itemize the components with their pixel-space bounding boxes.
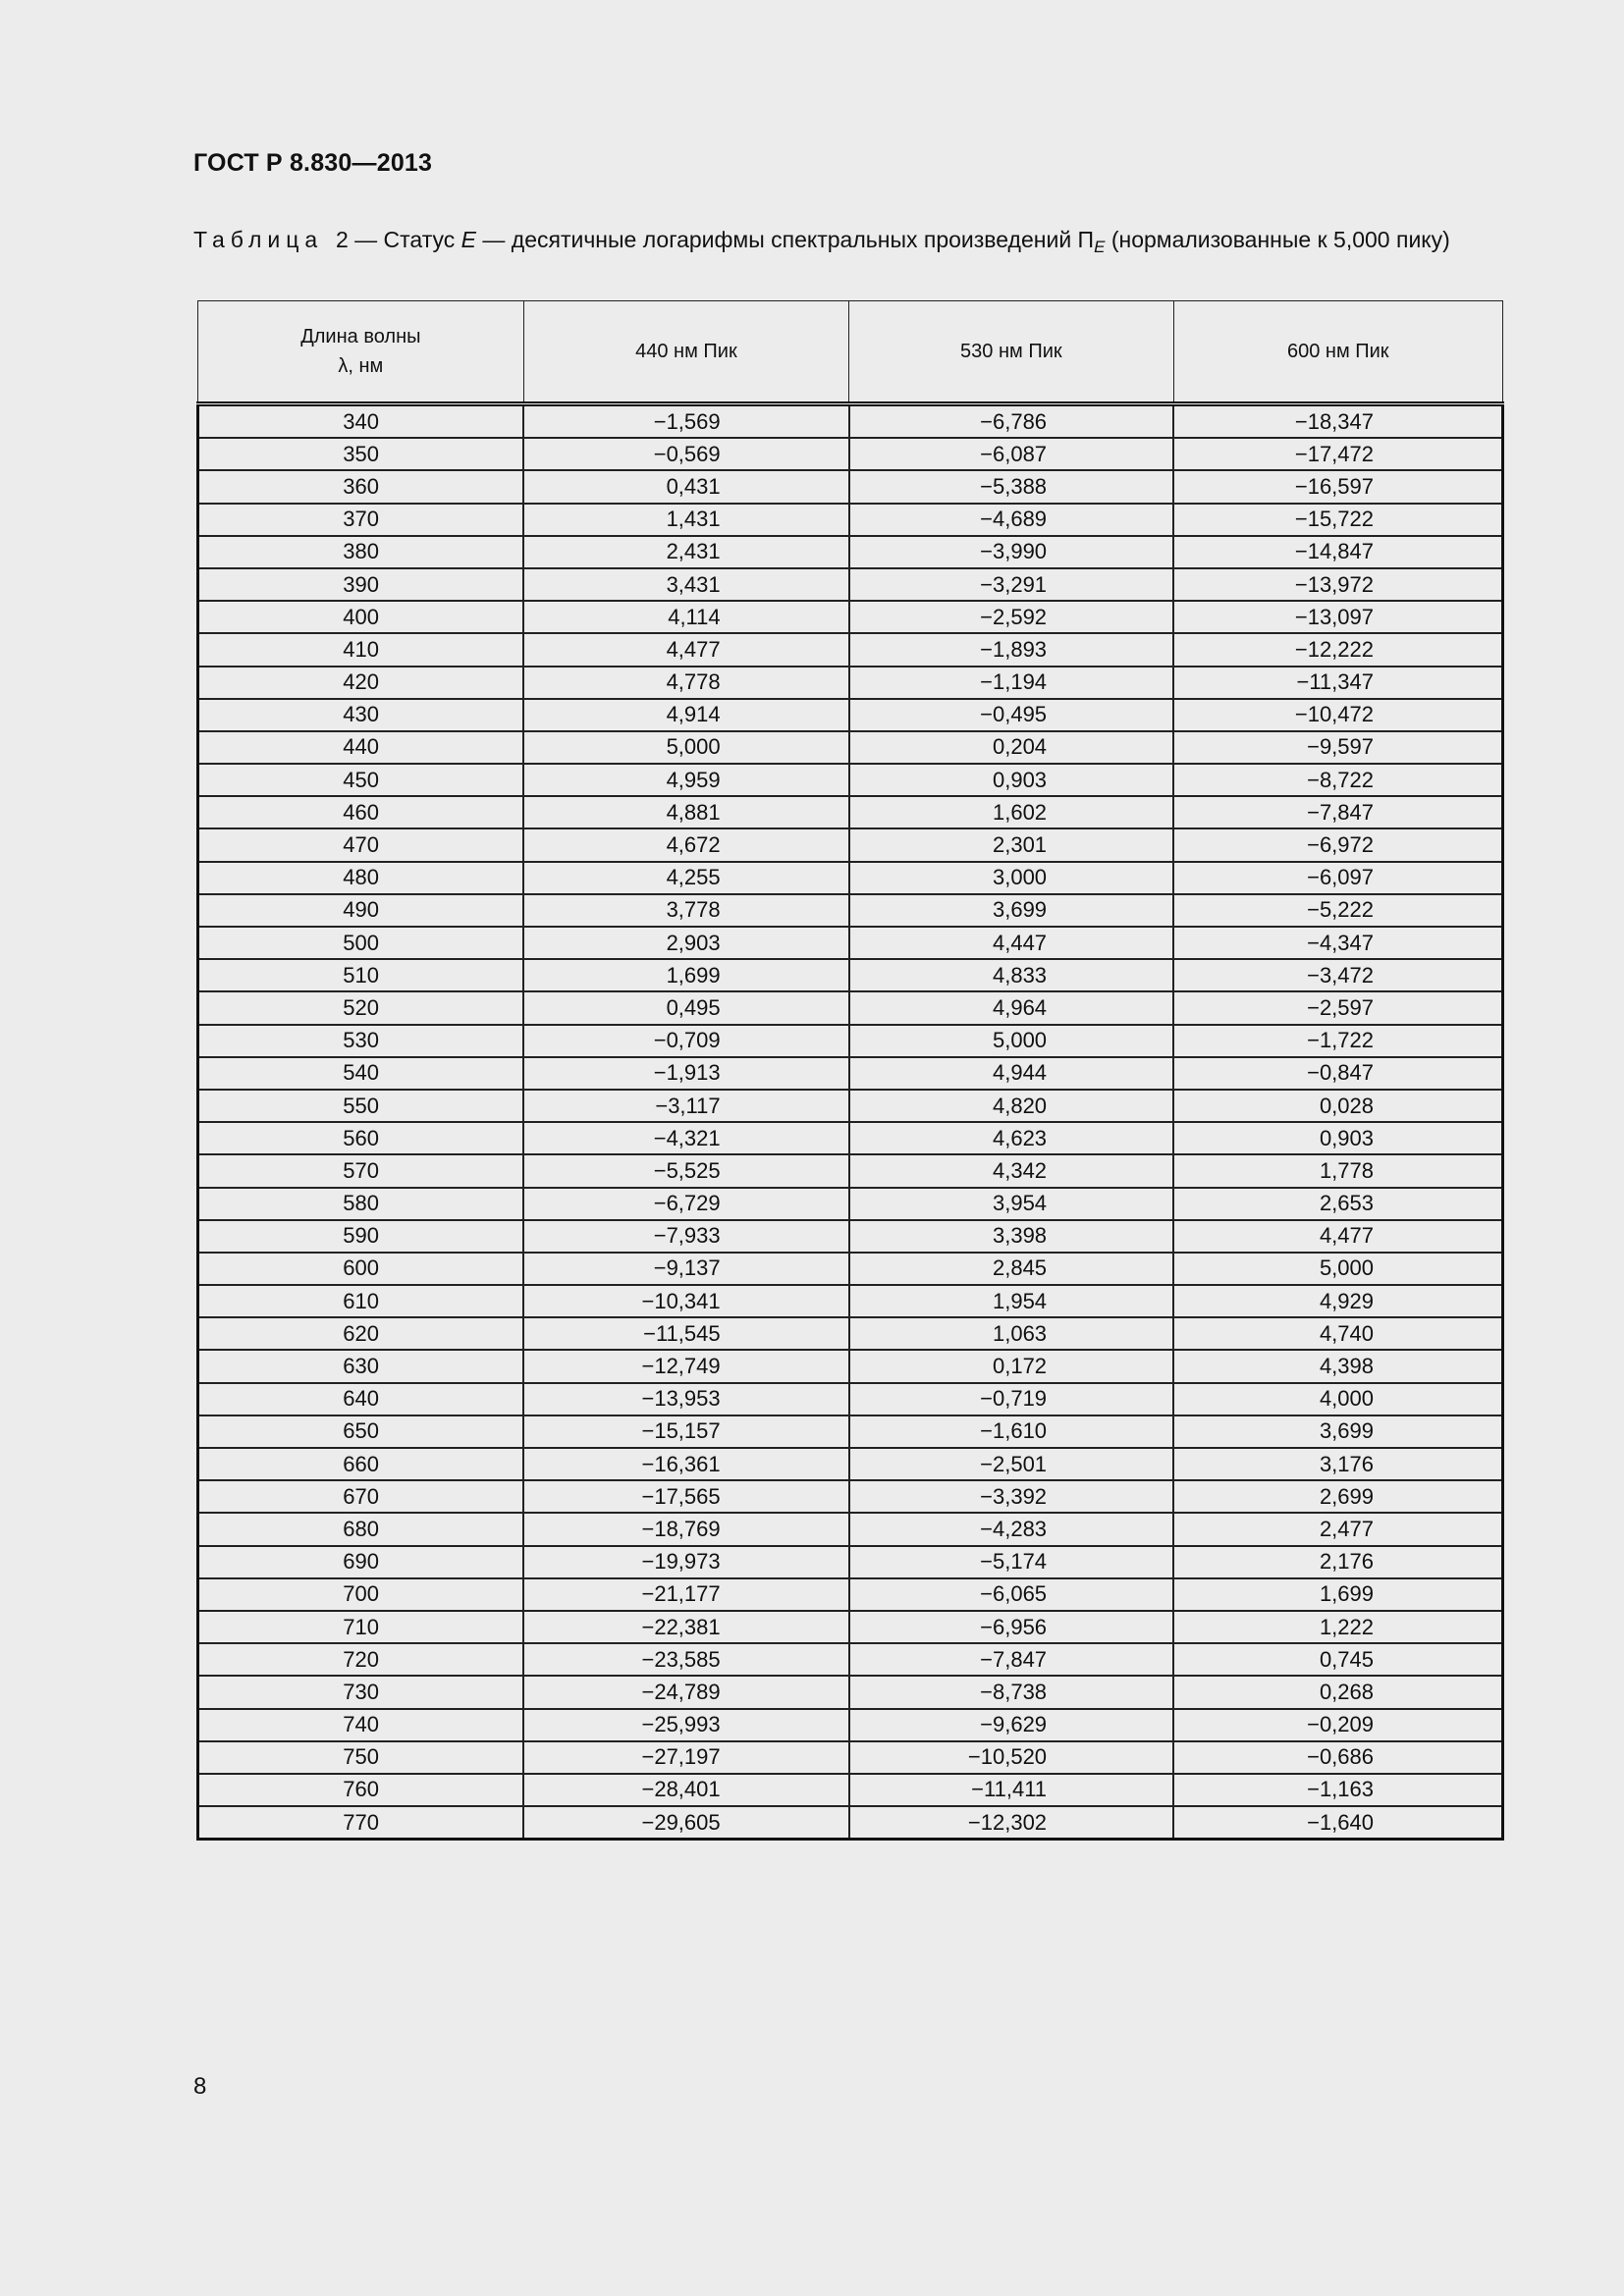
cell-530-peak: 4,964 [849, 991, 1173, 1024]
cell-wavelength: 650 [198, 1415, 524, 1448]
cell-530-peak: 2,845 [849, 1253, 1173, 1285]
cell-wavelength: 660 [198, 1448, 524, 1480]
header-440-peak: 440 нм Пик [523, 301, 848, 404]
cell-wavelength: 410 [198, 633, 524, 666]
cell-600-peak: −15,722 [1173, 504, 1502, 536]
cell-600-peak: −12,222 [1173, 633, 1502, 666]
table-row [198, 1057, 1503, 1090]
cell-440-peak: 4,255 [523, 862, 848, 894]
cell-wavelength: 700 [198, 1578, 524, 1611]
cell-530-peak: −7,847 [849, 1643, 1173, 1676]
cell-600-peak: 1,778 [1173, 1154, 1502, 1187]
cell-600-peak: −10,472 [1173, 699, 1502, 731]
cell-wavelength: 350 [198, 438, 524, 470]
cell-600-peak: 4,000 [1173, 1383, 1502, 1415]
header-600-peak: 600 нм Пик [1173, 301, 1502, 404]
cell-440-peak: 3,431 [523, 568, 848, 601]
cell-wavelength: 620 [198, 1317, 524, 1350]
cell-440-peak: 4,881 [523, 796, 848, 828]
table-row [198, 1676, 1503, 1708]
cell-wavelength: 500 [198, 927, 524, 959]
table-row [198, 764, 1503, 796]
cell-440-peak: 4,477 [523, 633, 848, 666]
cell-440-peak: −24,789 [523, 1676, 848, 1708]
cell-440-peak: −11,545 [523, 1317, 848, 1350]
cell-wavelength: 760 [198, 1774, 524, 1806]
cell-600-peak: −1,722 [1173, 1025, 1502, 1057]
cell-530-peak: 3,398 [849, 1220, 1173, 1253]
caption-number: 2 [335, 227, 349, 252]
cell-440-peak: −3,117 [523, 1090, 848, 1122]
table-row [198, 959, 1503, 991]
table-row [198, 1188, 1503, 1220]
cell-600-peak: 2,176 [1173, 1546, 1502, 1578]
table-row [198, 862, 1503, 894]
cell-530-peak: −3,392 [849, 1480, 1173, 1513]
cell-wavelength: 370 [198, 504, 524, 536]
cell-wavelength: 340 [198, 404, 524, 439]
cell-600-peak: −13,972 [1173, 568, 1502, 601]
cell-wavelength: 770 [198, 1806, 524, 1840]
table-row [198, 1709, 1503, 1741]
table-row [198, 1480, 1503, 1513]
cell-440-peak: 4,914 [523, 699, 848, 731]
cell-wavelength: 530 [198, 1025, 524, 1057]
cell-wavelength: 680 [198, 1513, 524, 1545]
cell-440-peak: 0,431 [523, 470, 848, 503]
cell-530-peak: −0,495 [849, 699, 1173, 731]
cell-wavelength: 750 [198, 1741, 524, 1774]
cell-440-peak: −15,157 [523, 1415, 848, 1448]
cell-530-peak: 4,447 [849, 927, 1173, 959]
table-row [198, 1317, 1503, 1350]
cell-600-peak: 4,477 [1173, 1220, 1502, 1253]
cell-wavelength: 570 [198, 1154, 524, 1187]
cell-wavelength: 400 [198, 601, 524, 633]
cell-wavelength: 670 [198, 1480, 524, 1513]
table-row [198, 1025, 1503, 1057]
cell-wavelength: 740 [198, 1709, 524, 1741]
cell-600-peak: −7,847 [1173, 796, 1502, 828]
cell-440-peak: 3,778 [523, 894, 848, 927]
table-body [198, 404, 1503, 1840]
table-row [198, 1122, 1503, 1154]
cell-wavelength: 600 [198, 1253, 524, 1285]
cell-wavelength: 520 [198, 991, 524, 1024]
cell-440-peak: −4,321 [523, 1122, 848, 1154]
table-row [198, 1741, 1503, 1774]
cell-wavelength: 440 [198, 731, 524, 764]
cell-530-peak: 3,699 [849, 894, 1173, 927]
page-number: 8 [193, 2073, 207, 2100]
cell-530-peak: −12,302 [849, 1806, 1173, 1840]
cell-wavelength: 550 [198, 1090, 524, 1122]
cell-440-peak: −29,605 [523, 1806, 848, 1840]
cell-wavelength: 420 [198, 667, 524, 699]
cell-440-peak: −12,749 [523, 1350, 848, 1382]
cell-530-peak: 1,602 [849, 796, 1173, 828]
table-row [198, 470, 1503, 503]
cell-440-peak: 4,114 [523, 601, 848, 633]
cell-440-peak: −19,973 [523, 1546, 848, 1578]
cell-440-peak: −16,361 [523, 1448, 848, 1480]
cell-wavelength: 590 [198, 1220, 524, 1253]
cell-600-peak: −11,347 [1173, 667, 1502, 699]
cell-530-peak: 5,000 [849, 1025, 1173, 1057]
cell-wavelength: 450 [198, 764, 524, 796]
cell-440-peak: 1,431 [523, 504, 848, 536]
cell-530-peak: −6,065 [849, 1578, 1173, 1611]
table-row [198, 536, 1503, 568]
cell-440-peak: −1,569 [523, 404, 848, 439]
cell-600-peak: −17,472 [1173, 438, 1502, 470]
cell-530-peak: −3,291 [849, 568, 1173, 601]
table-row [198, 927, 1503, 959]
cell-440-peak: −27,197 [523, 1741, 848, 1774]
cell-600-peak: −0,686 [1173, 1741, 1502, 1774]
document-id-header: ГОСТ Р 8.830—2013 [193, 149, 433, 177]
cell-530-peak: −4,689 [849, 504, 1173, 536]
cell-530-peak: −1,194 [849, 667, 1173, 699]
spectral-products-table [196, 300, 1504, 1841]
cell-440-peak: 2,903 [523, 927, 848, 959]
cell-600-peak: −8,722 [1173, 764, 1502, 796]
caption-subscript: E [1094, 238, 1106, 256]
cell-wavelength: 630 [198, 1350, 524, 1382]
cell-530-peak: −11,411 [849, 1774, 1173, 1806]
cell-440-peak: −10,341 [523, 1285, 848, 1317]
table-row [198, 991, 1503, 1024]
cell-440-peak: 4,778 [523, 667, 848, 699]
cell-600-peak: 0,028 [1173, 1090, 1502, 1122]
cell-530-peak: 4,342 [849, 1154, 1173, 1187]
caption-tail: (нормализованные к 5,000 пику) [1105, 227, 1450, 252]
cell-440-peak: 4,959 [523, 764, 848, 796]
caption-text: — десятичные логарифмы спектральных произведений П [476, 227, 1095, 252]
table-row [198, 601, 1503, 633]
cell-600-peak: −0,209 [1173, 1709, 1502, 1741]
table-row [198, 633, 1503, 666]
table-row [198, 1154, 1503, 1187]
cell-530-peak: 4,623 [849, 1122, 1173, 1154]
cell-600-peak: 0,268 [1173, 1676, 1502, 1708]
cell-530-peak: −6,956 [849, 1611, 1173, 1643]
cell-wavelength: 430 [198, 699, 524, 731]
table-row [198, 699, 1503, 731]
cell-530-peak: 4,944 [849, 1057, 1173, 1090]
table-row [198, 568, 1503, 601]
caption-status-letter: E [460, 227, 476, 252]
cell-wavelength: 710 [198, 1611, 524, 1643]
table-row [198, 1448, 1503, 1480]
cell-wavelength: 490 [198, 894, 524, 927]
cell-wavelength: 720 [198, 1643, 524, 1676]
cell-440-peak: −21,177 [523, 1578, 848, 1611]
table-row [198, 1220, 1503, 1253]
table-header-row [198, 301, 1503, 404]
cell-530-peak: −2,501 [849, 1448, 1173, 1480]
cell-440-peak: −17,565 [523, 1480, 848, 1513]
cell-wavelength: 470 [198, 828, 524, 861]
table-row [198, 796, 1503, 828]
cell-530-peak: −10,520 [849, 1741, 1173, 1774]
cell-530-peak: 0,172 [849, 1350, 1173, 1382]
cell-wavelength: 560 [198, 1122, 524, 1154]
cell-600-peak: 5,000 [1173, 1253, 1502, 1285]
table-row [198, 404, 1503, 439]
cell-600-peak: −0,847 [1173, 1057, 1502, 1090]
cell-530-peak: −5,174 [849, 1546, 1173, 1578]
cell-600-peak: 1,699 [1173, 1578, 1502, 1611]
cell-530-peak: −8,738 [849, 1676, 1173, 1708]
cell-wavelength: 460 [198, 796, 524, 828]
cell-wavelength: 730 [198, 1676, 524, 1708]
cell-530-peak: 4,820 [849, 1090, 1173, 1122]
cell-440-peak: 2,431 [523, 536, 848, 568]
table-row [198, 731, 1503, 764]
cell-530-peak: −5,388 [849, 470, 1173, 503]
table-row [198, 1253, 1503, 1285]
table-row [198, 1578, 1503, 1611]
cell-530-peak: 0,903 [849, 764, 1173, 796]
cell-530-peak: 3,000 [849, 862, 1173, 894]
cell-600-peak: 0,903 [1173, 1122, 1502, 1154]
cell-530-peak: 0,204 [849, 731, 1173, 764]
cell-530-peak: 4,833 [849, 959, 1173, 991]
cell-530-peak: −1,610 [849, 1415, 1173, 1448]
table-caption [193, 225, 1507, 255]
table-row [198, 1383, 1503, 1415]
table-row [198, 828, 1503, 861]
cell-wavelength: 690 [198, 1546, 524, 1578]
cell-530-peak: 2,301 [849, 828, 1173, 861]
table-row [198, 1643, 1503, 1676]
cell-440-peak: −0,569 [523, 438, 848, 470]
cell-600-peak: 2,653 [1173, 1188, 1502, 1220]
caption-label: Таблица [193, 227, 324, 252]
cell-600-peak: 3,699 [1173, 1415, 1502, 1448]
cell-600-peak: 0,745 [1173, 1643, 1502, 1676]
cell-wavelength: 540 [198, 1057, 524, 1090]
cell-530-peak: 1,063 [849, 1317, 1173, 1350]
cell-440-peak: −13,953 [523, 1383, 848, 1415]
cell-600-peak: −9,597 [1173, 731, 1502, 764]
cell-440-peak: −23,585 [523, 1643, 848, 1676]
cell-440-peak: −5,525 [523, 1154, 848, 1187]
header-wavelength: Длина волны λ, нм [198, 301, 524, 404]
table-row [198, 894, 1503, 927]
cell-wavelength: 640 [198, 1383, 524, 1415]
cell-440-peak: −1,913 [523, 1057, 848, 1090]
table-row [198, 1806, 1503, 1840]
cell-600-peak: 2,477 [1173, 1513, 1502, 1545]
table-row [198, 1415, 1503, 1448]
cell-wavelength: 380 [198, 536, 524, 568]
cell-600-peak: −4,347 [1173, 927, 1502, 959]
cell-600-peak: −14,847 [1173, 536, 1502, 568]
cell-600-peak: −1,640 [1173, 1806, 1502, 1840]
cell-440-peak: 1,699 [523, 959, 848, 991]
cell-wavelength: 390 [198, 568, 524, 601]
cell-440-peak: −18,769 [523, 1513, 848, 1545]
cell-440-peak: −7,933 [523, 1220, 848, 1253]
cell-wavelength: 480 [198, 862, 524, 894]
cell-600-peak: −3,472 [1173, 959, 1502, 991]
cell-440-peak: −25,993 [523, 1709, 848, 1741]
cell-440-peak: 0,495 [523, 991, 848, 1024]
cell-440-peak: 4,672 [523, 828, 848, 861]
cell-600-peak: −18,347 [1173, 404, 1502, 439]
table-row [198, 504, 1503, 536]
cell-600-peak: −2,597 [1173, 991, 1502, 1024]
cell-530-peak: −1,893 [849, 633, 1173, 666]
cell-600-peak: −13,097 [1173, 601, 1502, 633]
cell-530-peak: −9,629 [849, 1709, 1173, 1741]
cell-440-peak: −0,709 [523, 1025, 848, 1057]
cell-600-peak: −6,097 [1173, 862, 1502, 894]
table-row [198, 1350, 1503, 1382]
cell-530-peak: 3,954 [849, 1188, 1173, 1220]
cell-wavelength: 360 [198, 470, 524, 503]
table-row [198, 1611, 1503, 1643]
cell-600-peak: −5,222 [1173, 894, 1502, 927]
table-row [198, 1546, 1503, 1578]
table-row [198, 1513, 1503, 1545]
cell-wavelength: 610 [198, 1285, 524, 1317]
cell-wavelength: 580 [198, 1188, 524, 1220]
cell-440-peak: −6,729 [523, 1188, 848, 1220]
cell-530-peak: −6,087 [849, 438, 1173, 470]
cell-440-peak: −9,137 [523, 1253, 848, 1285]
cell-wavelength: 510 [198, 959, 524, 991]
cell-440-peak: 5,000 [523, 731, 848, 764]
cell-530-peak: −0,719 [849, 1383, 1173, 1415]
cell-440-peak: −28,401 [523, 1774, 848, 1806]
cell-530-peak: 1,954 [849, 1285, 1173, 1317]
cell-600-peak: 4,929 [1173, 1285, 1502, 1317]
cell-600-peak: 4,740 [1173, 1317, 1502, 1350]
cell-600-peak: −6,972 [1173, 828, 1502, 861]
header-530-peak: 530 нм Пик [849, 301, 1173, 404]
table-row [198, 1285, 1503, 1317]
cell-600-peak: −1,163 [1173, 1774, 1502, 1806]
cell-530-peak: −6,786 [849, 404, 1173, 439]
cell-530-peak: −3,990 [849, 536, 1173, 568]
table-row [198, 1774, 1503, 1806]
cell-600-peak: 3,176 [1173, 1448, 1502, 1480]
cell-600-peak: −16,597 [1173, 470, 1502, 503]
cell-440-peak: −22,381 [523, 1611, 848, 1643]
cell-530-peak: −4,283 [849, 1513, 1173, 1545]
cell-530-peak: −2,592 [849, 601, 1173, 633]
table-row [198, 438, 1503, 470]
table-row [198, 667, 1503, 699]
caption-dash: — Статус [348, 227, 461, 252]
cell-600-peak: 4,398 [1173, 1350, 1502, 1382]
table-row [198, 1090, 1503, 1122]
cell-600-peak: 2,699 [1173, 1480, 1502, 1513]
cell-600-peak: 1,222 [1173, 1611, 1502, 1643]
